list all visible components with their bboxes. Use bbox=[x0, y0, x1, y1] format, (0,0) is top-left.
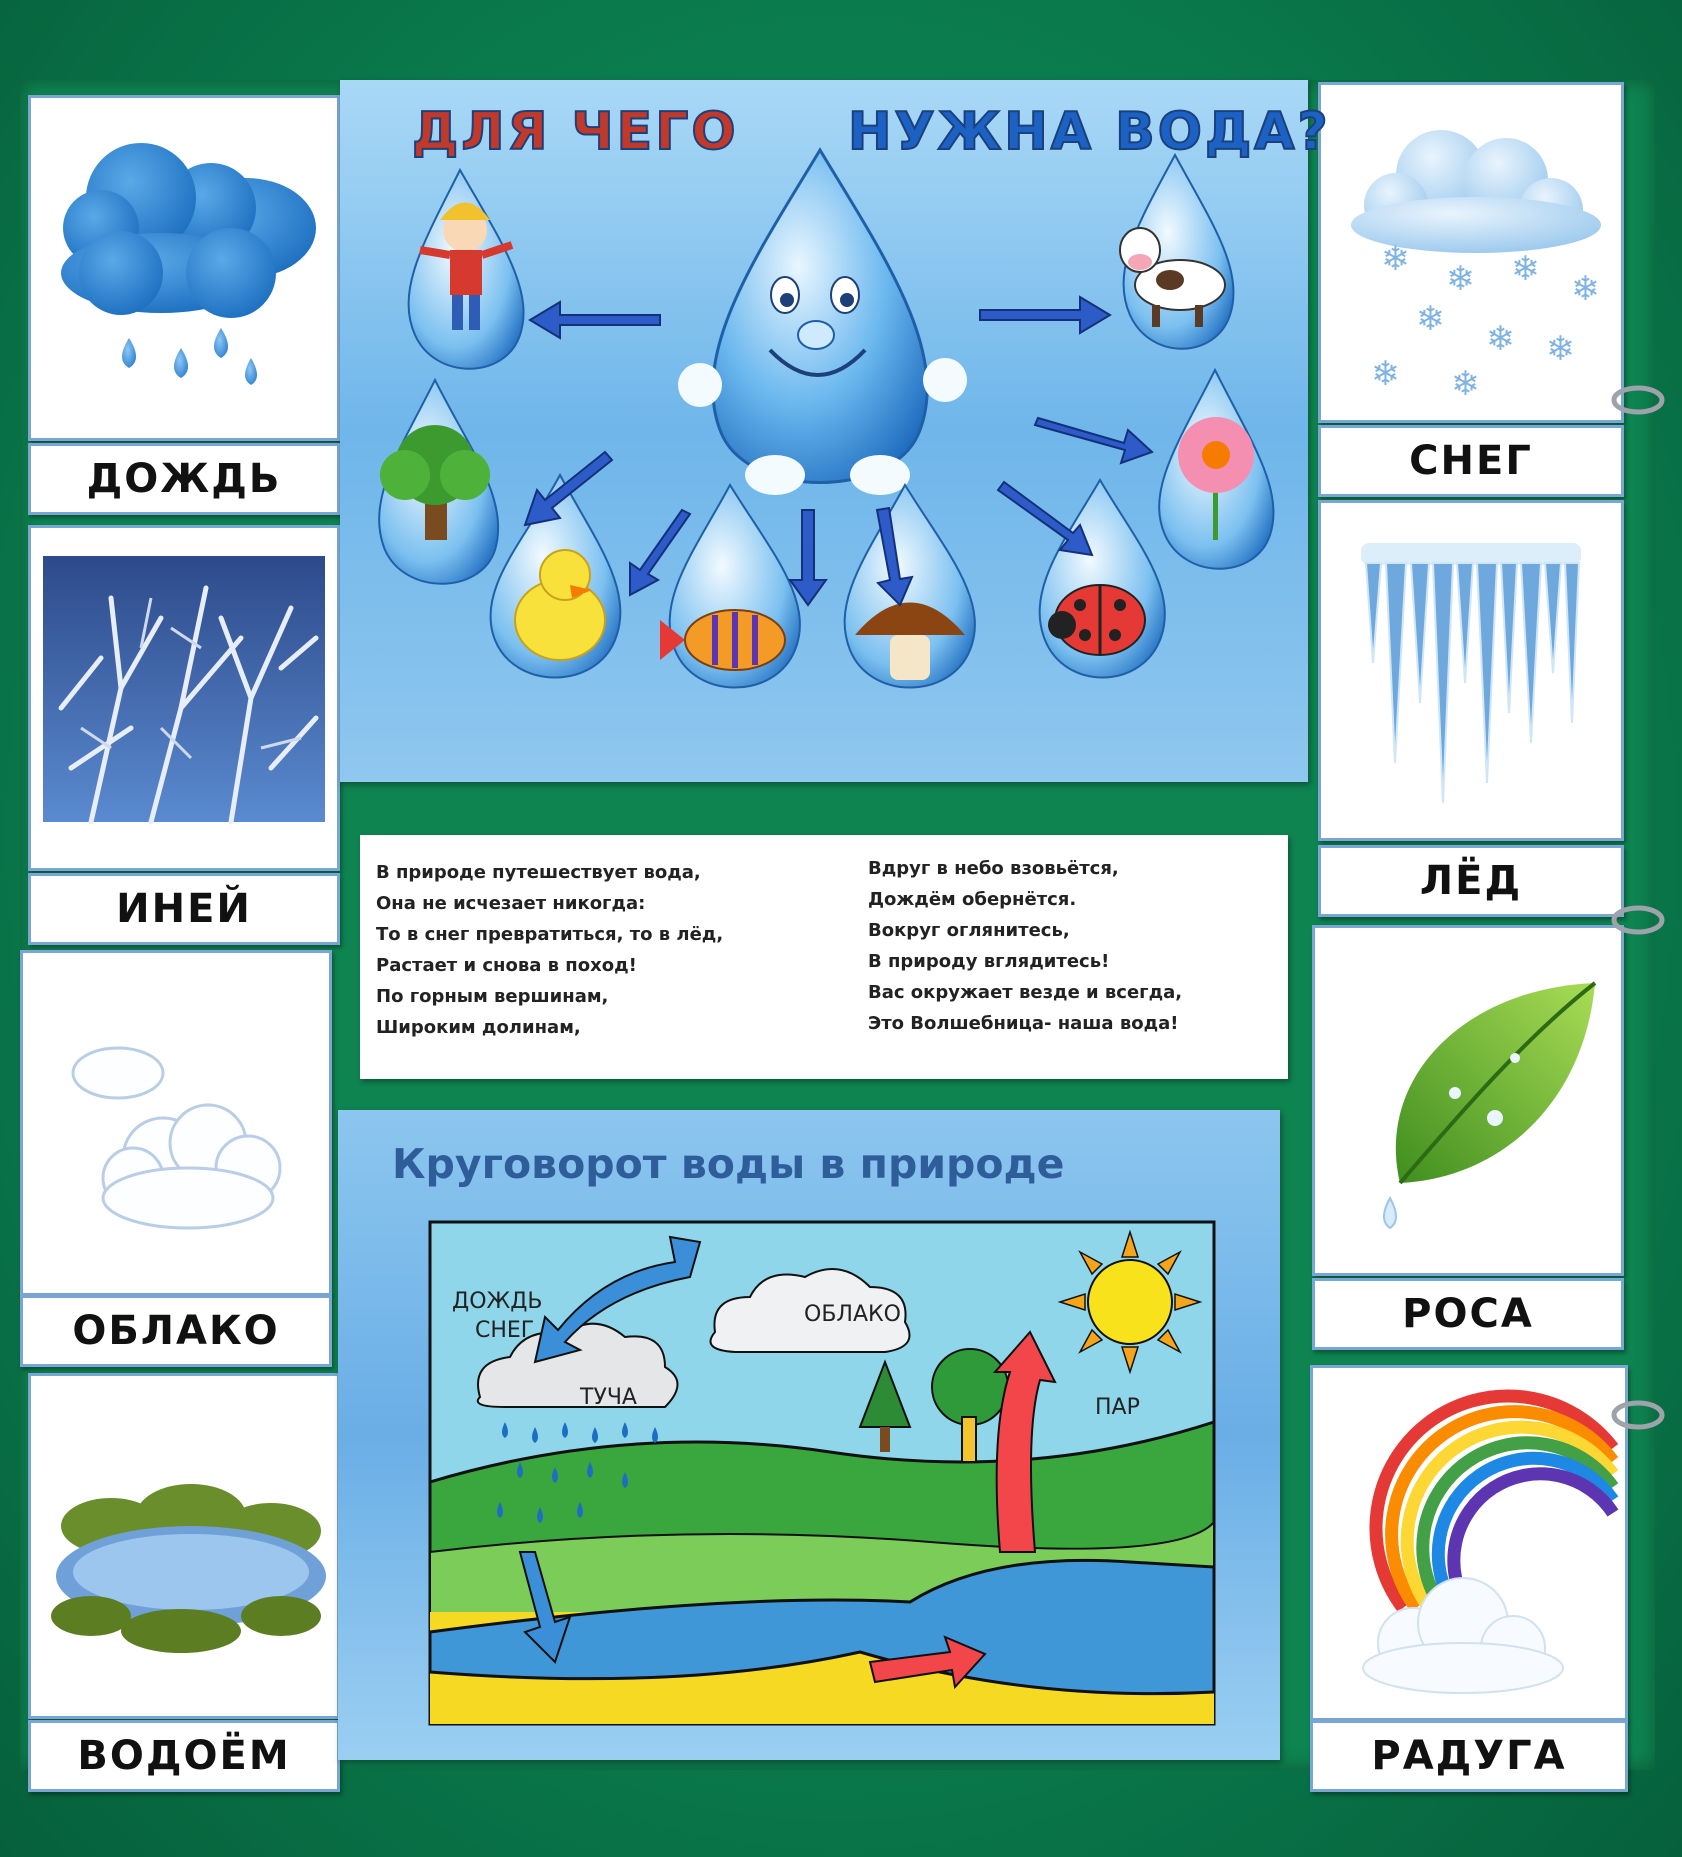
dew-label: РОСА bbox=[1312, 1278, 1624, 1350]
rain-label: ДОЖДЬ bbox=[28, 443, 340, 515]
rain-diagram-label: ДОЖДЬ bbox=[452, 1289, 543, 1314]
cloud-label: ОБЛАКО bbox=[20, 1295, 332, 1367]
poem-line: Вдруг в небо взовьётся, bbox=[868, 858, 1119, 879]
poem-line: Она не исчезает никогда: bbox=[376, 893, 646, 914]
cloud-diagram-label: ОБЛАКО bbox=[804, 1302, 901, 1327]
poem-line: По горным вершинам, bbox=[376, 986, 609, 1007]
svg-text:❄: ❄ bbox=[1511, 249, 1540, 289]
rainbow-card bbox=[1310, 1365, 1628, 1721]
poster-title-part1: ДЛЯ ЧЕГО bbox=[412, 102, 739, 162]
water-uses-illustration bbox=[340, 80, 1308, 782]
poem-line: Вас окружает везде и всегда, bbox=[868, 982, 1183, 1003]
water-cycle-title: Круговорот воды в природе bbox=[392, 1140, 1065, 1188]
rainbow-icon bbox=[1313, 1368, 1625, 1718]
dew-card bbox=[1312, 925, 1624, 1276]
frosted-branches-image bbox=[31, 528, 337, 868]
rain-cloud-icon bbox=[31, 98, 337, 438]
icicles-icon bbox=[1321, 503, 1621, 838]
poem-left-column bbox=[376, 857, 723, 1043]
pond-label: ВОДОЁМ bbox=[28, 1720, 340, 1792]
cloud-card bbox=[20, 950, 332, 1296]
binder-ring-icon bbox=[1608, 1395, 1668, 1435]
pond-card bbox=[28, 1373, 340, 1719]
poem-line: В природе путешествует вода, bbox=[376, 862, 701, 883]
binder-ring-icon bbox=[1608, 900, 1668, 940]
water-poster bbox=[340, 80, 1331, 782]
steam-diagram-label: ПАР bbox=[1095, 1395, 1140, 1420]
cloud-icon bbox=[23, 953, 329, 1293]
svg-text:❄: ❄ bbox=[1446, 259, 1475, 299]
ice-card bbox=[1318, 500, 1624, 841]
svg-text:❄: ❄ bbox=[1371, 354, 1400, 394]
storm-cloud-diagram-label: ТУЧА bbox=[580, 1385, 637, 1410]
dew-leaf-icon bbox=[1315, 928, 1621, 1273]
svg-text:❄: ❄ bbox=[1571, 269, 1600, 309]
poem-line: То в снег превратиться, то в лёд, bbox=[376, 924, 724, 945]
frost-label: ИНЕЙ bbox=[28, 873, 340, 945]
poem-line: Дождём обернётся. bbox=[868, 889, 1077, 910]
sun-icon bbox=[1060, 1232, 1200, 1372]
svg-text:❄: ❄ bbox=[1416, 299, 1445, 339]
poem-line: Вокруг оглянитесь, bbox=[868, 920, 1070, 941]
rainbow-label: РАДУГА bbox=[1310, 1720, 1628, 1792]
svg-text:❄: ❄ bbox=[1381, 239, 1410, 279]
snow-label: СНЕГ bbox=[1318, 425, 1624, 497]
pond-image bbox=[31, 1376, 337, 1716]
poem-line: Широким долинам, bbox=[376, 1017, 581, 1038]
snow-cloud-icon bbox=[1321, 85, 1621, 420]
svg-text:❄: ❄ bbox=[1546, 329, 1575, 369]
snow-diagram-label: СНЕГ bbox=[475, 1318, 535, 1343]
poem-line: В природу вглядитесь! bbox=[868, 951, 1110, 972]
ice-label: ЛЁД bbox=[1318, 845, 1624, 917]
poem-line: Это Волшебница- наша вода! bbox=[868, 1013, 1179, 1034]
snow-card bbox=[1318, 82, 1624, 423]
poem-right-column bbox=[868, 853, 1182, 1039]
binder-ring-icon bbox=[1608, 380, 1668, 420]
frost-card bbox=[28, 525, 340, 871]
water-cycle-diagram bbox=[430, 1222, 1214, 1724]
svg-text:❄: ❄ bbox=[1486, 319, 1515, 359]
poem-card bbox=[360, 835, 1288, 1079]
rain-card bbox=[28, 95, 340, 441]
poster-title-part2: НУЖНА ВОДА? bbox=[848, 102, 1331, 162]
svg-text:❄: ❄ bbox=[1451, 364, 1480, 404]
poem-line: Растает и снова в поход! bbox=[376, 955, 637, 976]
